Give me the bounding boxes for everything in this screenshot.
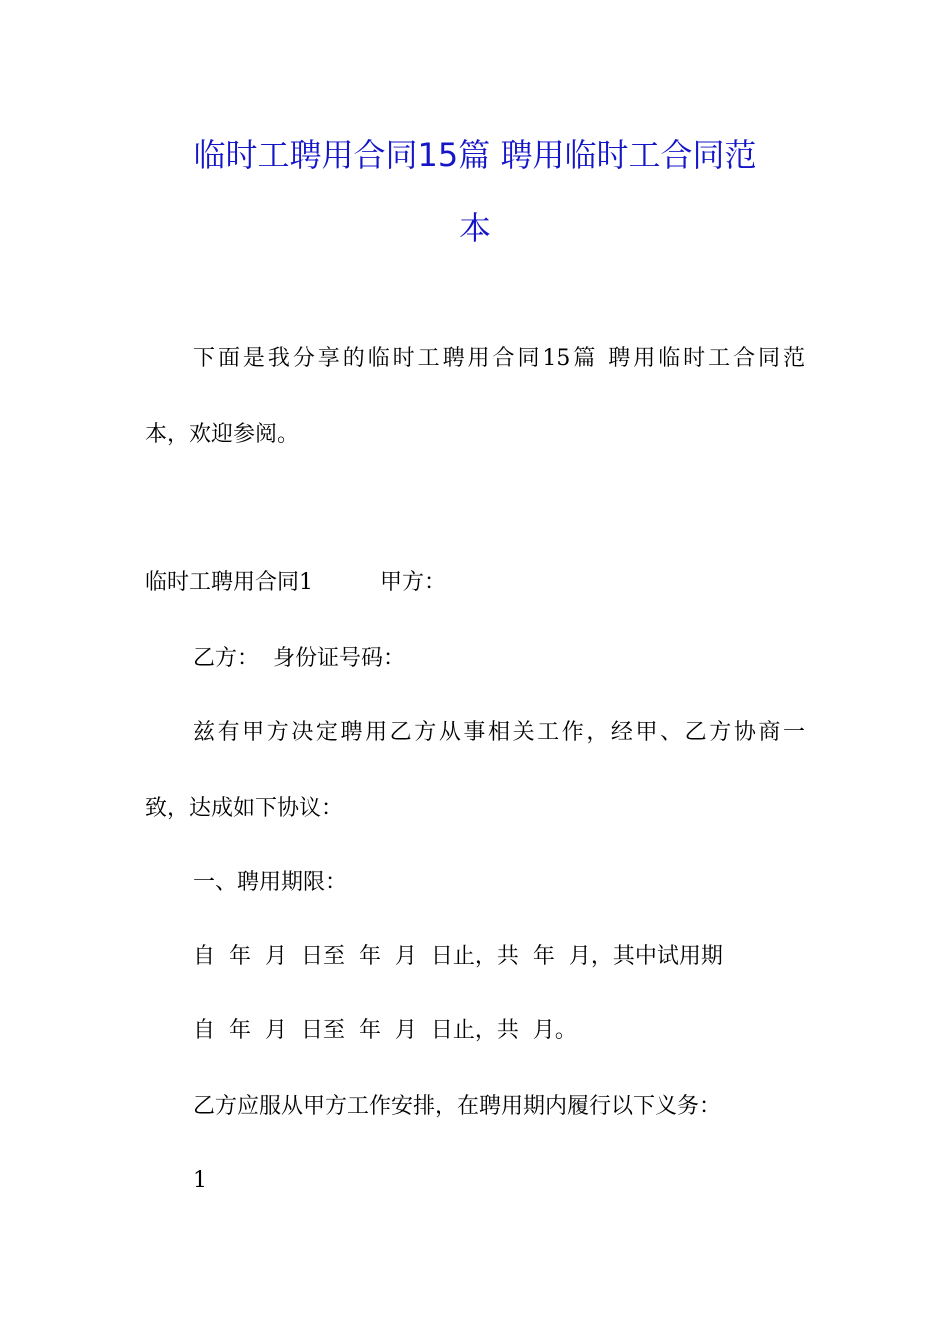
document-title-line-1: 临时工聘用合同15篇 聘用临时工合同范 — [193, 136, 757, 174]
term-line-2: 自 年 月 日至 年 月 日止，共 月。 — [193, 1018, 577, 1043]
contract-heading: 临时工聘用合同1 — [145, 570, 313, 595]
document-title-line-2: 本 — [458, 209, 491, 247]
agreement-paragraph-line-2: 致，达成如下协议： — [145, 796, 344, 821]
party-b-line: 乙方： 身份证号码： — [193, 646, 405, 671]
duties-line: 乙方应服从甲方工作安排，在聘用期内履行以下义务： — [193, 1094, 722, 1119]
section-1-heading: 一、聘用期限： — [193, 870, 348, 895]
party-a-label: 甲方： — [380, 570, 447, 595]
intro-paragraph-line-1: 下面是我分享的临时工聘用合同15篇 聘用临时工合同范 — [193, 346, 805, 371]
intro-paragraph-line-2: 本，欢迎参阅。 — [145, 422, 300, 447]
term-line-1: 自 年 月 日至 年 月 日止，共 年 月，其中试用期 — [193, 944, 723, 969]
duty-item-1: 1 — [193, 1168, 207, 1193]
agreement-paragraph-line-1: 兹有甲方决定聘用乙方从事相关工作，经甲、乙方协商一 — [193, 720, 805, 745]
